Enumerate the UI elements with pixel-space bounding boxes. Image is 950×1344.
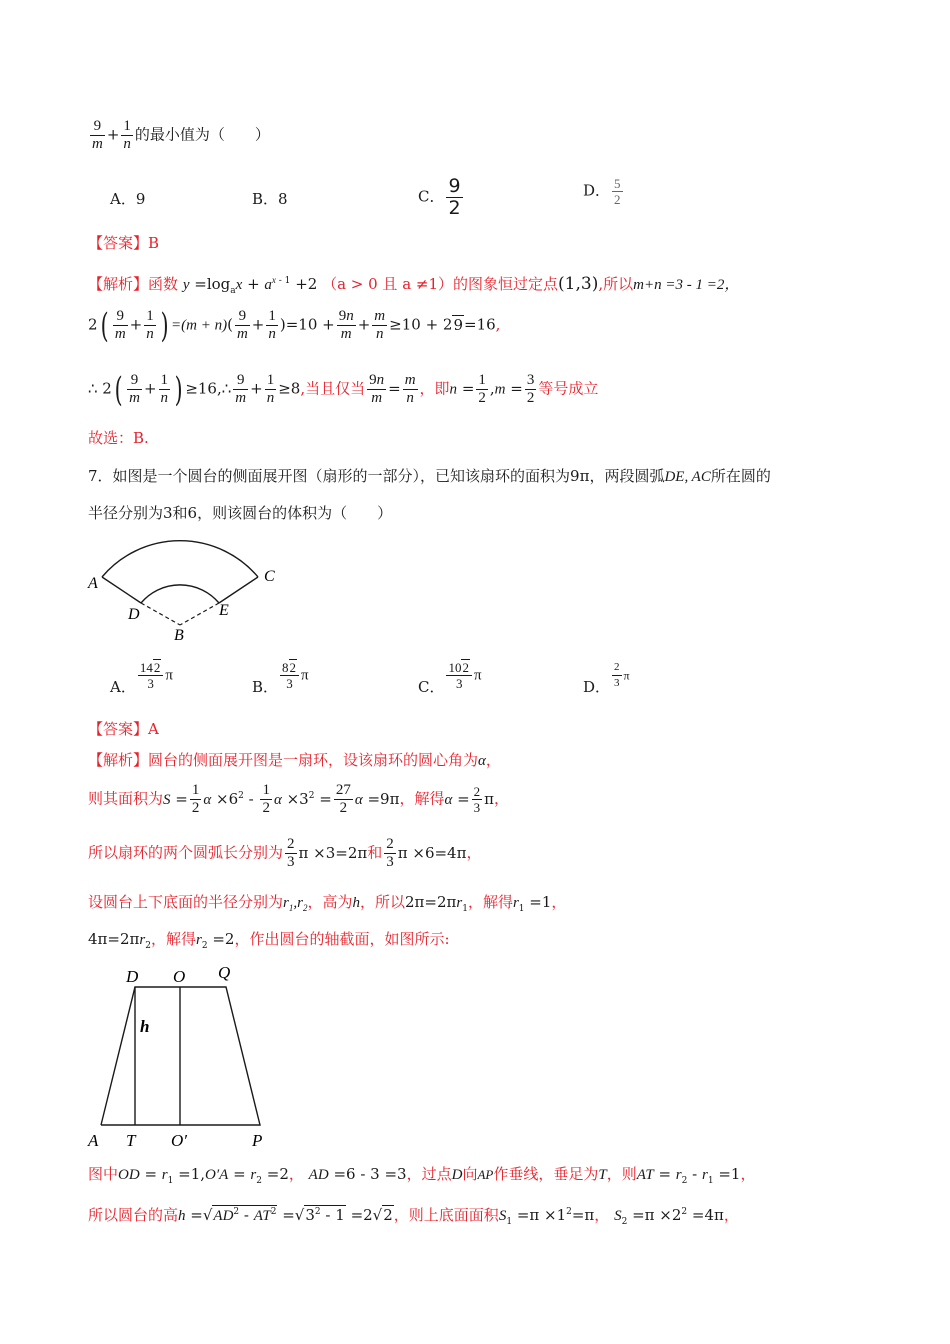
q6-explain-line3: ∴ 2( $\frac{9}{m}$ + $\frac{1}{n}$ ) ≥16,∴ $\frac{9}{m}$ + $\frac{1}{n}$ ≥8,当且仅当 $\frac{9n}{m}$ = $\frac{m}{n}$ ，即n = $\frac{1}{2}$ ,m = $\frac{3}{2}$ 等号成立	[88, 369, 599, 410]
q7-answer: 【答案】A	[88, 720, 159, 738]
q6-option-d[interactable]: D． $\frac{5}{2}$	[583, 176, 621, 207]
q7-option-d[interactable]: D． $\frac{2}{3}$ π	[583, 661, 630, 696]
fan-ring-figure	[80, 525, 300, 650]
label-a: A	[88, 1131, 99, 1150]
q7-option-a[interactable]: A． $\frac{142}{3}$ π	[110, 660, 173, 696]
dashed-eb	[180, 603, 219, 625]
label-t: T	[126, 1131, 136, 1150]
label-e: E	[219, 602, 229, 619]
label-b: B	[174, 627, 184, 644]
q6-conclusion: 故选：B.	[88, 429, 149, 447]
q6-stem: $\frac{9}{m}$ + $\frac{1}{n}$ 的最小值为（ ）	[92, 118, 270, 152]
axial-section-figure	[80, 960, 300, 1155]
label-q: Q	[218, 963, 231, 982]
q7-explain-line1: 【解析】圆台的侧面展开图是一扇环，设该扇环的圆心角为α，	[88, 751, 501, 769]
label-d: D	[126, 967, 139, 986]
q7-explain-line7: 所以圆台的高$h =√AD^2 - AT^2 =√3^2 - 1 =2√2$，则上底面面积$S_1 =\pi \times 1^2=\pi$， $S_2 =\pi \times 2^2 =4\pi$，	[88, 1206, 739, 1227]
q7-explain-line5: $4\pi=2\pi r_2$，解得$r_2 =2$，作出圆台的轴截面，如图所示:	[88, 930, 450, 951]
q6-option-a[interactable]: A．9	[110, 190, 146, 208]
q7-explain-line4: 设圆台上下底面的半径分别为$r_1,r_2$，高为h，所以$2\pi=2\pi r_1$，解得$r_1 =1$，	[88, 893, 567, 914]
label-h: h	[140, 1017, 150, 1036]
q7-explain-line6: 图中OD = $r_1 =1,O'A = r_2 =2$， AD =6 - 3 =3，过点D向AP作垂线，垂足为T，则AT = $r_2 - r_1 =1$，	[88, 1165, 756, 1186]
q7-stem-line2: 半径分别为3和6，则该圆台的体积为（ ）	[88, 504, 393, 522]
label-c: C	[264, 568, 275, 585]
dashed-db	[141, 603, 180, 625]
q7-option-b[interactable]: B． $\frac{82}{3}$ π	[252, 660, 309, 696]
inner-arc-de	[141, 585, 219, 603]
label-a: A	[88, 575, 98, 592]
label-o-prime: O′	[171, 1131, 187, 1150]
label-p: P	[252, 1131, 263, 1150]
q7-option-c[interactable]: C． $\frac{102}{3}$ π	[418, 660, 482, 696]
side-ad	[102, 577, 141, 603]
q6-option-c[interactable]: C． $\frac{9}{2}$	[418, 175, 461, 219]
q7-explain-line2: 则其面积为S = $\frac{1}{2}$ $\alpha \times 6^2$ - $\frac{1}{2}$ $\alpha \times 3^2$ = $\frac{27}{2}$ α =9π，解得α = $\frac{2}{3}$ π，	[88, 782, 510, 816]
label-d: D	[128, 606, 140, 623]
q6-answer: 【答案】B	[88, 234, 160, 252]
side-ec	[219, 577, 258, 603]
q6-explain-line1: 【解析】函数 $y =\log_ax + a^x$ $^{- 1}$ +2 （a > 0 且 a ≠1）的图象恒过定点(1,3),所以m+n =3 - 1 =2，	[88, 274, 740, 296]
q7-explain-line3: 所以扇环的两个圆弧长分别为 $\frac{2}{3}$ π ×3=2π和 $\frac{2}{3}$ π ×6=4π，	[88, 836, 482, 870]
label-o: O	[173, 967, 186, 986]
q6-explain-line2: 2( $\frac{9}{m}$ + $\frac{1}{n}$ ) =(m + n)( $\frac{9}{m}$ + $\frac{1}{n}$ )=10 + $\frac{9n}{m}$ + $\frac{m}{n}$ ≥10 + 29=16,	[88, 305, 501, 346]
q6-option-b[interactable]: B．8	[252, 190, 288, 208]
outer-arc-ac	[102, 541, 258, 577]
q7-stem-line1: 7．如图是一个圆台的侧面展开图（扇形的一部分），已知该扇环的面积为9π，两段圆弧DE, AC所在圆的	[88, 467, 771, 485]
